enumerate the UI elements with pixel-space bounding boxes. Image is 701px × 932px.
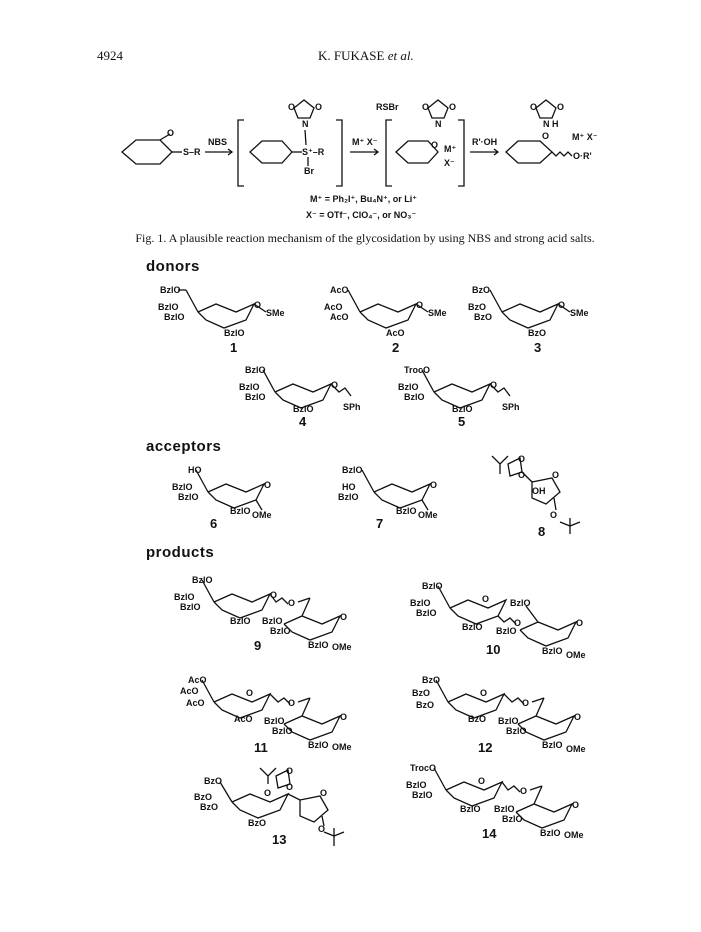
c9-h2: BzlO — [262, 616, 283, 626]
c7-g1: BzlO — [342, 465, 363, 475]
c6-agl: OMe — [252, 510, 272, 520]
compound-3 — [462, 282, 602, 357]
c3-g2: BzO — [468, 302, 486, 312]
svg-text:O: O — [288, 598, 296, 608]
scheme-sulfonium-intermediate — [250, 100, 325, 176]
c4-g3: BzlO — [245, 392, 266, 402]
svg-text:O: O — [558, 300, 566, 310]
reaction-scheme — [110, 90, 610, 225]
c2-agl: SMe — [428, 308, 447, 318]
section-products: products — [146, 544, 215, 561]
author-suffix: et al. — [384, 48, 414, 63]
section-donors: donors — [146, 258, 200, 275]
scheme-cation-definition: M⁺ = Ph₂I⁺, Bu₄N⁺, or Li⁺ — [310, 194, 418, 204]
scheme-bracket-close-2 — [458, 120, 464, 186]
svg-text:O: O — [520, 786, 528, 796]
svg-text:O: O — [572, 800, 580, 810]
compound-10 — [410, 578, 620, 663]
c11-h3: BzlO — [272, 726, 293, 736]
svg-text:O: O — [514, 618, 522, 628]
c3-g4: BzO — [528, 328, 546, 338]
compound-4 — [235, 362, 375, 437]
c7-agl: OMe — [418, 510, 438, 520]
svg-text:O: O — [286, 766, 294, 776]
c7-g4: BzlO — [396, 506, 417, 516]
scheme-oxocarbenium — [396, 100, 456, 168]
c9-g3: BzlO — [180, 602, 201, 612]
c11-agl: OMe — [332, 742, 352, 752]
c13-num: 13 — [272, 832, 287, 847]
c7-g3: BzlO — [338, 492, 359, 502]
scheme-mx2: M⁺ X⁻ — [572, 132, 598, 142]
c11-g4: AcO — [234, 714, 253, 724]
running-head-author — [318, 48, 414, 64]
svg-text:O: O — [320, 788, 328, 798]
svg-text:O: O — [518, 470, 526, 480]
c3-g1: BzO — [472, 285, 490, 295]
c14-agl: OMe — [564, 830, 584, 840]
c12-g4: BzO — [468, 714, 486, 724]
c10-agl: OMe — [566, 650, 586, 660]
scheme-mx-label: M⁺ X⁻ — [352, 137, 378, 147]
scheme-substrate — [122, 128, 201, 164]
c9-g4: BzlO — [230, 616, 251, 626]
c4-num: 4 — [299, 414, 307, 429]
scheme-roh-label: R'·OH — [472, 137, 498, 147]
svg-text:O: O — [288, 698, 296, 708]
c1-g1: BzlO — [160, 285, 181, 295]
c3-num: 3 — [534, 340, 542, 355]
c11-h4: BzlO — [308, 740, 329, 750]
svg-text:O: O — [480, 688, 488, 698]
compound-11 — [174, 672, 384, 757]
c6-num: 6 — [210, 516, 218, 531]
c10-g4: BzlO — [462, 622, 483, 632]
scheme-mplus: M⁺ — [444, 144, 457, 154]
scheme-sr-label: S–R — [183, 147, 201, 157]
c5-g4: BzlO — [452, 404, 473, 414]
c10-h1: BzlO — [510, 598, 531, 608]
c1-g4: BzlO — [224, 328, 245, 338]
c13-g4: BzO — [248, 818, 266, 828]
scheme-anion-definition: X⁻ = OTf⁻, ClO₄⁻, or NO₃⁻ — [306, 210, 417, 220]
c5-num: 5 — [458, 414, 466, 429]
svg-text:O: O — [264, 480, 272, 490]
svg-text:O: O — [552, 470, 560, 480]
c9-h3: BzlO — [270, 626, 291, 636]
scheme-prod-o: O — [542, 131, 550, 141]
scheme-imide-o1: O — [288, 102, 296, 112]
c2-g2: AcO — [324, 302, 343, 312]
c5-g2: BzlO — [398, 382, 419, 392]
scheme-imide-n: N — [302, 119, 309, 129]
c8-oh: OH — [532, 486, 546, 496]
c7-num: 7 — [376, 516, 384, 531]
c3-agl: SMe — [570, 308, 589, 318]
compound-1 — [158, 282, 298, 357]
c3-g3: BzO — [474, 312, 492, 322]
compound-8 — [488, 448, 598, 538]
c5-agl: SPh — [502, 402, 520, 412]
svg-text:O: O — [574, 712, 582, 722]
scheme-glycoside-product — [506, 100, 598, 163]
scheme-bracket-open-1 — [238, 120, 244, 186]
c14-g4: BzlO — [460, 804, 481, 814]
compound-2 — [320, 282, 460, 357]
c14-g2: BzlO — [406, 780, 427, 790]
c12-g3: BzO — [416, 700, 434, 710]
c11-g3: AcO — [186, 698, 205, 708]
svg-text:O: O — [340, 712, 348, 722]
c10-g2: BzlO — [410, 598, 431, 608]
c9-g1: BzlO — [192, 575, 213, 585]
scheme-imide2-n: N — [435, 119, 442, 129]
c6-g4: BzlO — [230, 506, 251, 516]
scheme-br: Br — [304, 166, 315, 176]
c5-g1: TrocO — [404, 365, 431, 375]
c13-g2: BzO — [194, 792, 212, 802]
svg-text:O: O — [430, 480, 438, 490]
c11-num: 11 — [254, 740, 268, 755]
scheme-or: O·R' — [573, 151, 592, 161]
c12-g1: BzO — [422, 675, 440, 685]
c12-h3: BzlO — [506, 726, 527, 736]
compound-14 — [406, 760, 616, 850]
c6-g2: BzlO — [172, 482, 193, 492]
compound-9 — [174, 572, 384, 657]
compound-7 — [334, 462, 474, 532]
svg-text:O: O — [246, 688, 254, 698]
c2-g1: AcO — [330, 285, 349, 295]
c9-num: 9 — [254, 638, 262, 653]
c13-g1: BzO — [204, 776, 222, 786]
scheme-o1: O — [167, 128, 175, 138]
c12-g2: BzO — [412, 688, 430, 698]
c9-agl: OMe — [332, 642, 352, 652]
scheme-imide3-h: H — [552, 119, 559, 129]
c1-g3: BzlO — [164, 312, 185, 322]
scheme-bracket-close-1 — [336, 120, 342, 186]
c4-g2: BzlO — [239, 382, 260, 392]
c6-g1: HO — [188, 465, 202, 475]
c10-h3: BzlO — [496, 626, 517, 636]
scheme-imide3-o2: O — [557, 102, 565, 112]
c4-g4: BzlO — [293, 404, 314, 414]
svg-text:O: O — [340, 612, 348, 622]
scheme-imide3-n: N — [543, 119, 550, 129]
c5-g3: BzlO — [404, 392, 425, 402]
page-number: 4924 — [97, 48, 123, 63]
c12-agl: OMe — [566, 744, 586, 754]
compound-13 — [192, 760, 372, 855]
c10-g1: BzlO — [422, 581, 443, 591]
scheme-xminus: X⁻ — [444, 158, 455, 168]
c6-g3: BzlO — [178, 492, 199, 502]
c10-g3: BzlO — [416, 608, 437, 618]
c1-agl: SMe — [266, 308, 285, 318]
svg-text:O: O — [286, 782, 294, 792]
svg-text:O: O — [576, 618, 584, 628]
scheme-imide-o2: O — [315, 102, 323, 112]
c4-g1: BzlO — [245, 365, 266, 375]
scheme-s-plus-r: S⁺–R — [302, 147, 325, 157]
c13-g3: BzO — [200, 802, 218, 812]
c2-g4: AcO — [386, 328, 405, 338]
scheme-imide2-o1: O — [422, 102, 430, 112]
c9-h4: BzlO — [308, 640, 329, 650]
c7-g2: HO — [342, 482, 356, 492]
svg-text:O: O — [331, 380, 339, 390]
compound-5 — [394, 362, 544, 437]
c14-num: 14 — [482, 826, 497, 841]
c12-h4: BzlO — [542, 740, 563, 750]
figure-caption: Fig. 1. A plausible reaction mechanism of the glycosidation by using NBS and strong acid salts. — [135, 231, 595, 245]
svg-text:O: O — [518, 454, 526, 464]
svg-text:O: O — [264, 788, 272, 798]
svg-text:O: O — [478, 776, 486, 786]
scheme-rsbr: RSBr — [376, 102, 399, 112]
c2-g3: AcO — [330, 312, 349, 322]
c14-h2: BzlO — [494, 804, 515, 814]
compound-6 — [168, 462, 308, 532]
c1-g2: BzlO — [158, 302, 179, 312]
compound-12 — [408, 672, 618, 757]
c1-num: 1 — [230, 340, 238, 355]
svg-text:O: O — [416, 300, 424, 310]
c10-num: 10 — [486, 642, 501, 657]
c11-h2: BzlO — [264, 716, 285, 726]
scheme-imide3-o1: O — [530, 102, 538, 112]
scheme-o-plus: O — [431, 140, 439, 150]
svg-text:O: O — [550, 510, 558, 520]
scheme-bracket-open-2 — [386, 120, 392, 186]
c2-num: 2 — [392, 340, 400, 355]
svg-text:O: O — [254, 300, 262, 310]
svg-text:O: O — [522, 698, 530, 708]
c14-g3: BzlO — [412, 790, 433, 800]
svg-text:O: O — [490, 380, 498, 390]
c11-g1: AcO — [188, 675, 207, 685]
c9-g2: BzlO — [174, 592, 195, 602]
c11-g2: AcO — [180, 686, 199, 696]
scheme-nbs-label: NBS — [208, 137, 228, 147]
author-name: K. FUKASE — [318, 48, 385, 63]
section-acceptors: acceptors — [146, 438, 222, 455]
scheme-imide2-o2: O — [449, 102, 457, 112]
c14-h3: BzlO — [502, 814, 523, 824]
svg-text:O: O — [318, 824, 326, 834]
c14-h4: BzlO — [540, 828, 561, 838]
c12-h2: BzlO — [498, 716, 519, 726]
c8-num: 8 — [538, 524, 546, 538]
svg-text:O: O — [482, 594, 490, 604]
c4-agl: SPh — [343, 402, 361, 412]
svg-text:O: O — [270, 590, 278, 600]
c10-h4: BzlO — [542, 646, 563, 656]
c14-g1: TrocO — [410, 763, 437, 773]
c12-num: 12 — [478, 740, 493, 755]
